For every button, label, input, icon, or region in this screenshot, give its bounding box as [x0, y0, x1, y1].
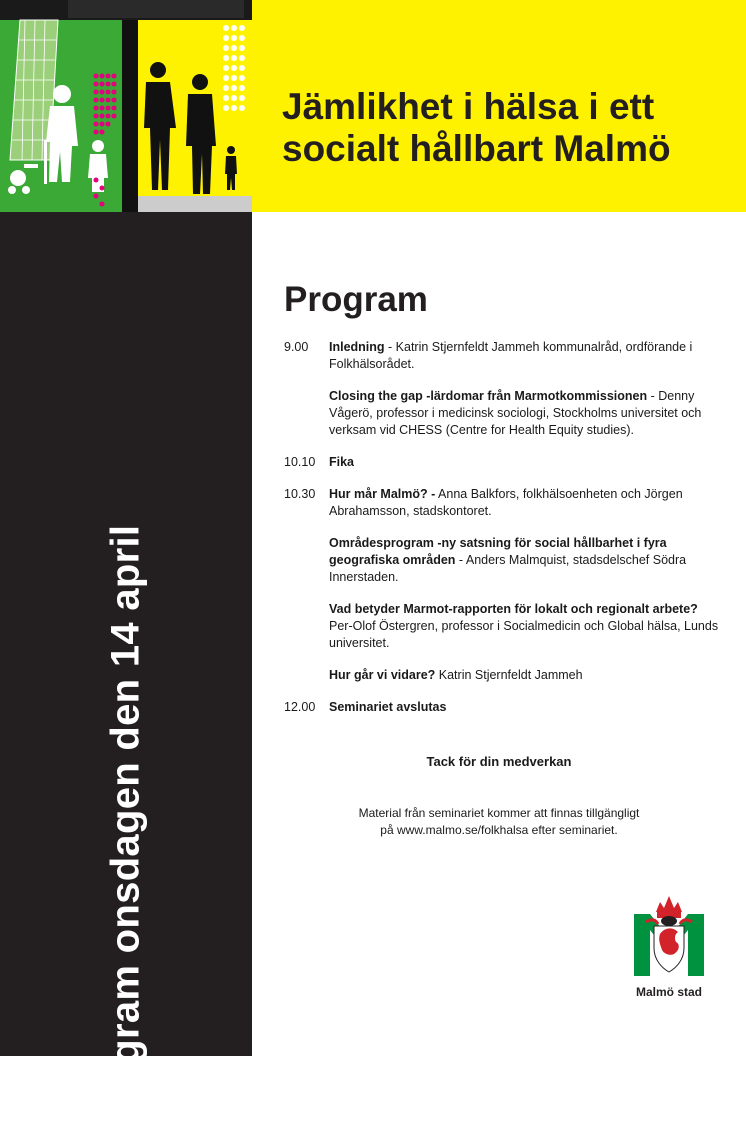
seminar-note-line-1: Material från seminariet kommer att finnas tillgängligt — [358, 806, 640, 820]
schedule-text: - Anders Malmquist, stadsdelschef Södra Innerstaden. — [329, 553, 687, 584]
schedule-entry — [329, 535, 724, 586]
schedule-row — [284, 486, 724, 520]
schedule-time — [284, 601, 329, 652]
schedule-entry — [329, 667, 724, 684]
schedule-text: - Katrin Stjernfeldt Jammeh kommunalråd, ordförande i Folkhälsorådet. — [329, 340, 693, 371]
schedule-time: 10.10 — [284, 455, 316, 469]
schedule-row — [284, 454, 724, 471]
schedule-entry — [329, 601, 724, 652]
malmo-coat-of-arms-icon — [630, 890, 708, 978]
sidebar-panel — [0, 212, 252, 1131]
header-banner — [252, 0, 746, 212]
seminar-note-line-2: på www.malmo.se/folkhalsa efter seminariet. — [380, 823, 618, 837]
seminar-note — [252, 805, 746, 839]
schedule-text: Per-Olof Östergren, professor i Socialmedicin och Global hälsa, Lunds universitet. — [329, 619, 719, 650]
schedule-time — [284, 535, 329, 586]
schedule-row — [284, 388, 724, 439]
schedule-row — [284, 535, 724, 586]
malmo-stad-logo — [628, 890, 710, 999]
schedule-entry — [329, 339, 724, 373]
page-title — [282, 86, 742, 170]
page-title-line-1: Jämlikhet i hälsa i ett — [282, 86, 655, 127]
schedule-text: Katrin Stjernfeldt Jammeh — [435, 668, 583, 682]
schedule-time — [284, 667, 329, 684]
schedule-title: Områdesprogram -ny satsning för social hållbarhet i fyra geografiska områden — [329, 536, 667, 567]
schedule-row — [284, 667, 724, 684]
schedule-time: 10.30 — [284, 487, 316, 501]
thanks-text: Tack för din medverkan — [426, 754, 572, 769]
schedule-row — [284, 339, 724, 373]
schedule-title: Inledning — [329, 340, 385, 354]
schedule-title: Seminariet avslutas — [329, 700, 447, 714]
vertical-date-title: Program onsdagen den 14 april — [103, 524, 148, 1131]
page-title-line-2: socialt hållbart Malmö — [282, 128, 671, 169]
schedule-entry — [329, 388, 724, 439]
schedule-time: 12.00 — [284, 700, 316, 714]
schedule-title: Hur mår Malmö? - — [329, 487, 436, 501]
schedule-row — [284, 699, 724, 716]
schedule-entry — [329, 454, 724, 471]
schedule-time: 9.00 — [284, 340, 309, 354]
schedule-time — [284, 388, 329, 439]
program-schedule — [284, 339, 724, 731]
program-heading: Program — [284, 280, 428, 319]
header-collage-image — [0, 0, 252, 212]
schedule-title: Vad betyder Marmot-rapporten för lokalt och regionalt arbete? — [329, 602, 698, 616]
schedule-row — [284, 601, 724, 652]
schedule-title: Hur går vi vidare? — [329, 668, 436, 682]
schedule-title: Closing the gap -lärdomar från Marmotkommissionen — [329, 389, 648, 403]
schedule-entry — [329, 699, 724, 716]
schedule-text: - Denny Vågerö, professor i medicinsk sociologi, Stockholms universitet och verksam vid CHESS (Centre for Health Equity studies). — [329, 389, 702, 437]
schedule-title: Fika — [329, 455, 355, 469]
logo-caption: Malmö stad — [635, 985, 702, 999]
schedule-entry — [329, 486, 724, 520]
schedule-text: Anna Balkfors, folkhälsoenheten och Jörgen Abrahamsson, stadskontoret. — [329, 487, 683, 518]
